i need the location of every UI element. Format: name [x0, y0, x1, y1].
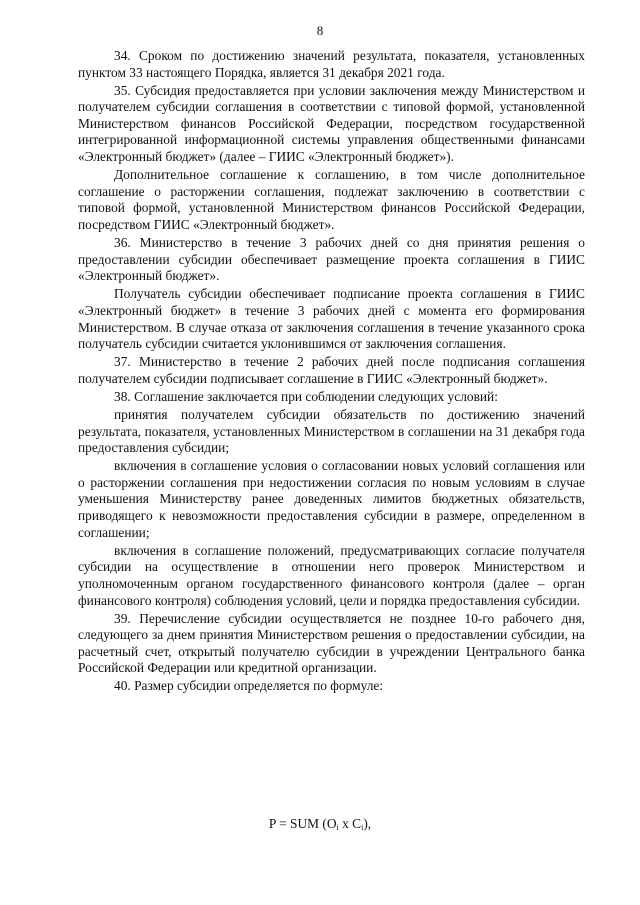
paragraph-34: 34. Сроком по достижению значений результата, показателя, установленных пунктом 33 настоящего Порядка, является 31 декабря 2021 года. [78, 48, 585, 80]
formula-lhs: P = SUM (O [268, 816, 337, 831]
paragraph-36: 36. Министерство в течение 3 рабочих дней со дня принятия решения о предоставлении субсидии обеспечивает размещение проекта соглашения в ГИИС «Электронный бюджет». [78, 235, 585, 284]
page-number: 8 [316, 23, 324, 38]
subsidy-formula [0, 816, 640, 832]
paragraph-37: 37. Министерство в течение 2 рабочих дней после подписания соглашения получателем субсидии подписывает соглашение в ГИИС «Электронный бюджет». [78, 354, 585, 386]
paragraph-35-additional-agreement: Дополнительное соглашение к соглашению, в том числе дополнительное соглашение о расторжении соглашения, подлежат заключению в соответствии с типовой формой, установленной Министерством финансов Российской Федерации, посредством ГИИС «Электронный бюджет». [78, 167, 585, 232]
document-body [78, 48, 585, 697]
formula-sub-1: i [336, 823, 339, 832]
formula-mid: x C [338, 816, 362, 831]
formula-rhs: ), [363, 816, 372, 831]
paragraph-38-condition-2: включения в соглашение условия о согласовании новых условий соглашения или о расторжении соглашения при недостижении согласия по новым условиям в случае уменьшения Министерству ранее доведенных лимитов бюджетных обязательств, приводящего к невозможности предоставления субсидии в размере, определенном в соглашении; [78, 458, 585, 540]
paragraph-39: 39. Перечисление субсидии осуществляется не позднее 10-го рабочего дня, следующего за днем принятия Министерством решения о предоставлении субсидии, на расчетный счет, открытый получателю субсидии в учреждении Центрального банка Российской Федерации или кредитной организации. [78, 610, 585, 676]
paragraph-38-condition-1: принятия получателем субсидии обязательств по достижению значений результата, показателя, установленных Министерством в соглашении на 31 декабря года предоставления субсидии; [78, 406, 585, 456]
paragraph-36-recipient-signing: Получатель субсидии обеспечивает подписание проекта соглашения в ГИИС «Электронный бюджет» в течение 3 рабочих дней с момента его формирования Министерством. В случае отказа от заключения соглашения в течение указанного срока получатель субсидии считается уклонившимся от заключения соглашения. [78, 286, 585, 352]
paragraph-40: 40. Размер субсидии определяется по формуле: [114, 678, 384, 694]
paragraph-35: 35. Субсидия предоставляется при условии заключения между Министерством и получателем субсидии соглашения в соответствии с типовой формой, установленной Министерством финансов Российской Федерации, посредством государственной интегрированной информационной системы управления общественными финансами «Электронный бюджет» (далее – ГИИС «Электронный бюджет»). [78, 82, 585, 165]
paragraph-38-condition-3: включения в соглашение положений, предусматривающих согласие получателя субсидии на осуществление в отношении него проверок Министерством и уполномоченным органом государственного финансового контроля (далее – орган финансового контроля) соблюдения условий, цели и порядка предоставления субсидии. [78, 542, 585, 608]
formula-sub-2: i [361, 823, 364, 832]
paragraph-38: 38. Соглашение заключается при соблюдении следующих условий: [114, 388, 498, 404]
